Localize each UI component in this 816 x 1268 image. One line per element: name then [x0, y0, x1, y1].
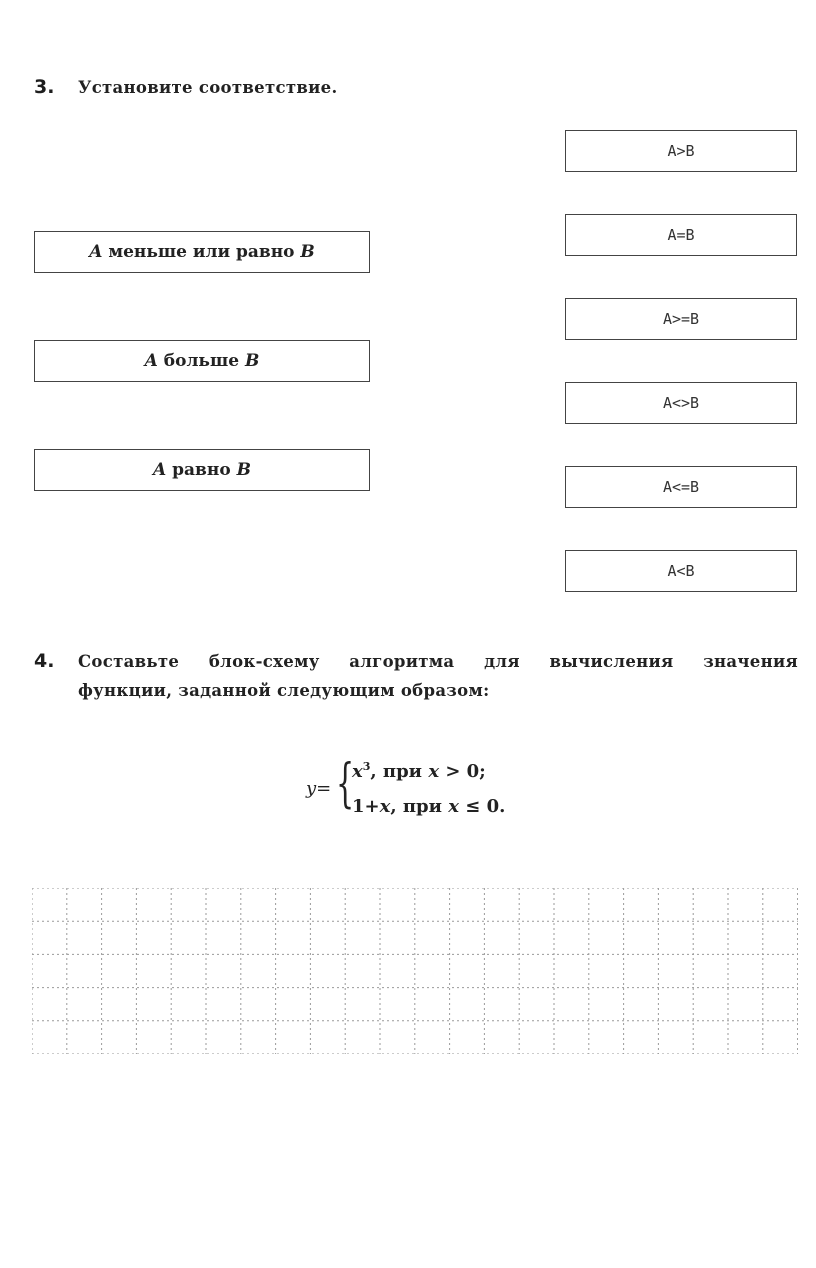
formula-case-1: $x^3$, при x > 0;: [352, 760, 486, 782]
piecewise-formula: [306, 756, 566, 826]
left-item-equal[interactable]: [34, 449, 370, 491]
left-item-less-or-equal[interactable]: [34, 231, 370, 273]
object: B: [244, 351, 260, 371]
right-item-less-or-equal[interactable]: A<=B: [565, 466, 797, 508]
formula-case-2: 1+x, при x ≤ 0.: [352, 796, 506, 817]
task-3-number: 3.: [34, 76, 55, 98]
relation: меньше или равно: [108, 242, 295, 262]
right-item-greater-or-equal[interactable]: A>=B: [565, 298, 797, 340]
object: B: [300, 242, 315, 262]
answer-grid[interactable]: [32, 888, 798, 1054]
formula-lhs: y=: [306, 778, 332, 799]
curly-brace: {: [336, 754, 355, 814]
right-item-not-equal[interactable]: A<>B: [565, 382, 797, 424]
subject: A: [153, 460, 167, 480]
relation: больше: [163, 351, 240, 371]
right-item-less[interactable]: A<B: [565, 550, 797, 592]
task-4-number: 4.: [34, 650, 55, 672]
left-item-greater[interactable]: [34, 340, 370, 382]
right-item-equal[interactable]: A=B: [565, 214, 797, 256]
relation: равно: [172, 460, 231, 480]
subject: A: [144, 351, 158, 371]
object: B: [236, 460, 251, 480]
task-4-instruction-line-2: функции, заданной следующим образом:: [78, 681, 490, 700]
task-4-instruction-line-1: Составьте блок-схему алгоритма для вычисления значения: [78, 652, 798, 671]
task-3-instruction: Установите соответствие.: [78, 78, 338, 97]
subject: A: [89, 242, 103, 262]
right-item-greater[interactable]: A>B: [565, 130, 797, 172]
